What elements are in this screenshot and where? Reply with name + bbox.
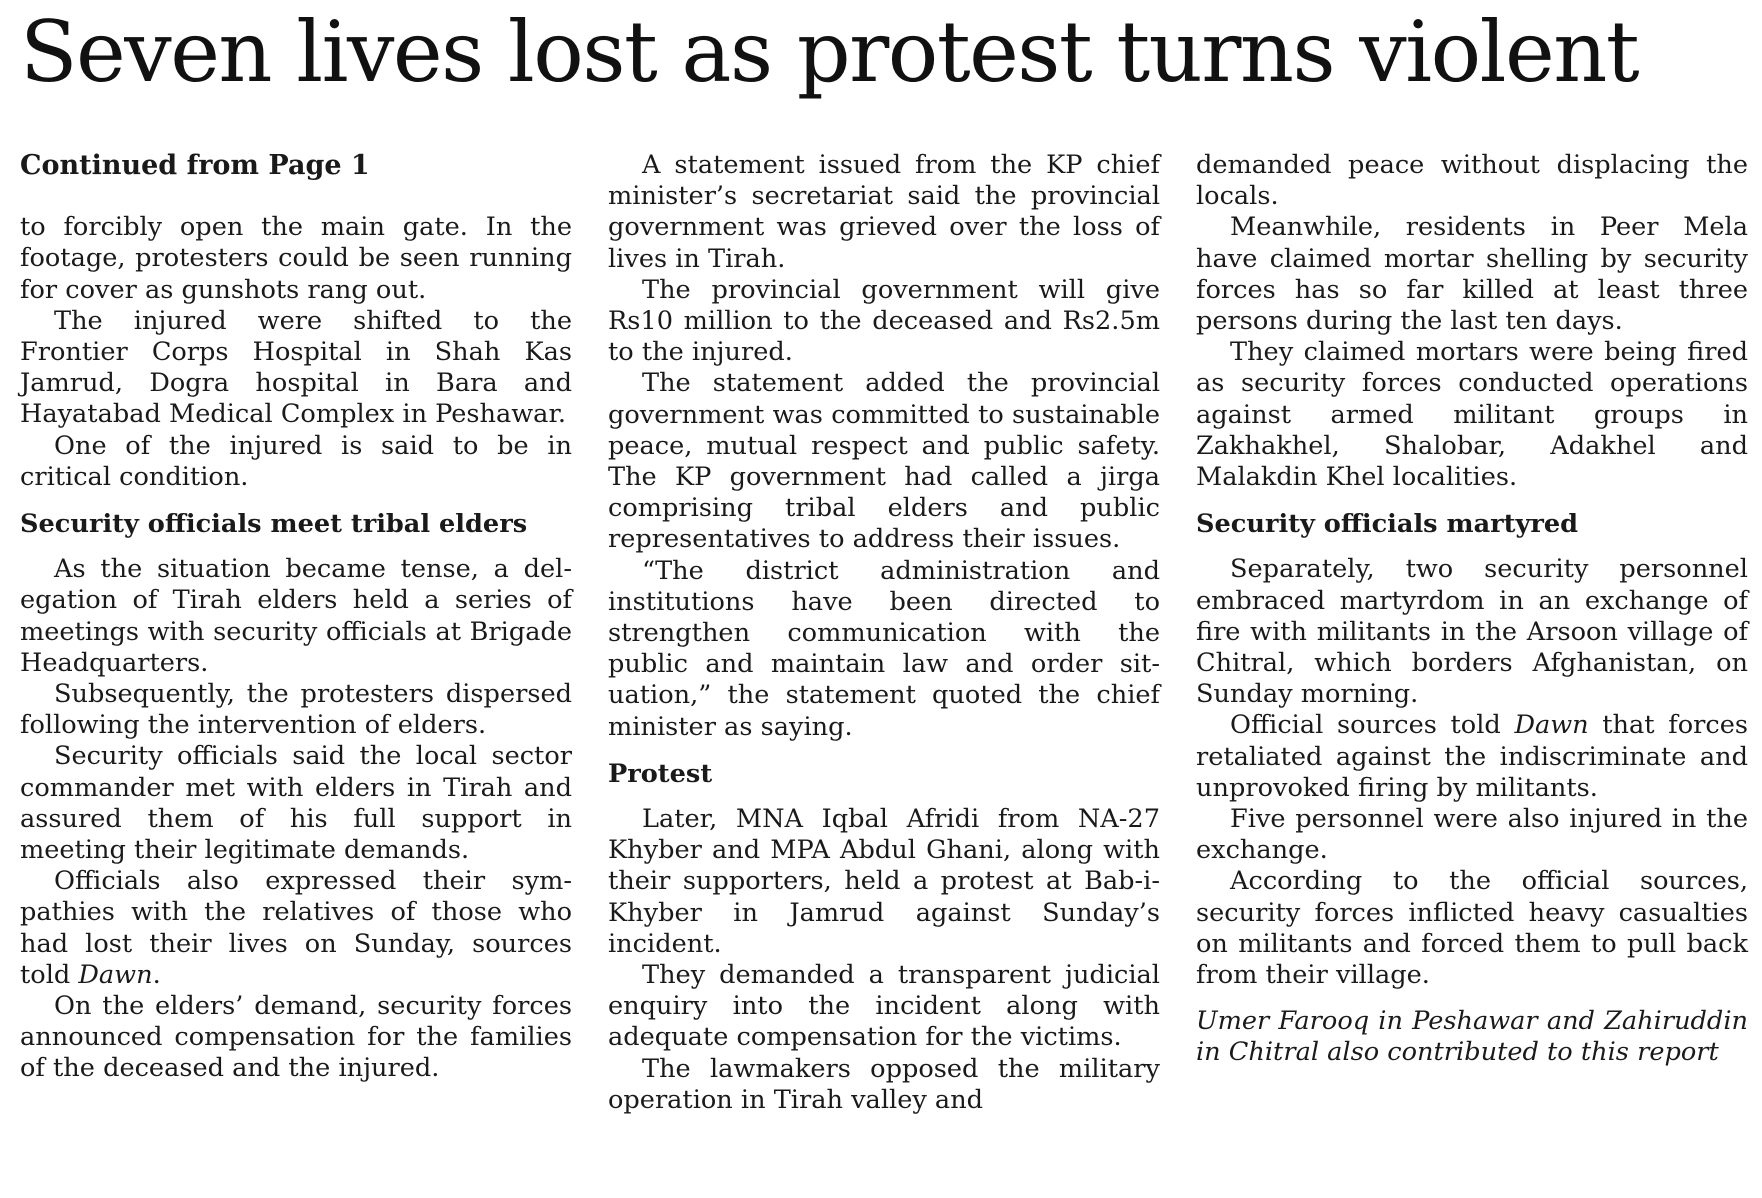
paragraph: They claimed mortars were being fired as security forces conducted operations against armed militant groups in Zakhakhel, Shalobar, Adakhel and Malakdin Khel localities. — [1196, 337, 1748, 493]
paragraph-text: . — [152, 959, 161, 990]
paragraph: Subsequently, the protesters dispersed following the intervention of elders. — [20, 679, 572, 741]
paragraph: As the situation became tense, a delegation of Tirah elders held a series of meetings with security officials at Brigade Headquarters. — [20, 554, 572, 678]
continued-from-label: Continued from Page 1 — [20, 150, 370, 181]
paragraph: Later, MNA Iqbal Afridi from NA-27 Khyber and MPA Abdul Ghani, along with their supporters, held a protest at Bab-i-Khyber in Jamrud against Sunday’s incident. — [608, 804, 1160, 959]
paragraph-text: that forces retaliated against the indiscriminate and unprovoked firing by militants. — [1196, 710, 1748, 803]
paragraph: One of the injured is said to be in critical condition. — [20, 430, 572, 492]
subheading-protest: Protest — [608, 758, 713, 789]
paragraph-text: Officials also expressed their sympathies with the relatives of those who had lost their lives on Sunday, sources told — [20, 866, 572, 990]
paragraph: On the elders’ demand, security forces announced compensation for the families of the deceased and the injured. — [20, 991, 572, 1084]
paragraph: Separately, two security personnel embraced martyrdom in an exchange of fire with militants in the Arsoon village of Chitral, which borders Afghanistan, on Sunday morning. — [1196, 554, 1748, 710]
subheading-officials-martyred: Security officials martyred — [1196, 509, 1579, 540]
newspaper-name: Dawn — [78, 959, 153, 990]
paragraph: The provincial government will give Rs10 million to the deceased and Rs2.5m to the injured. — [608, 274, 1160, 368]
paragraph-text: Official sources told — [1230, 710, 1515, 741]
paragraph: According to the official sources, security forces inflicted heavy casualties on militants and forced them to pull back from their village. — [1196, 866, 1748, 991]
paragraph: They demanded a transparent judicial enquiry into the incident along with adequate compensation for the victims. — [608, 960, 1160, 1053]
paragraph: to forcibly open the main gate. In the footage, protesters could be seen running for cover as gunshots rang out. — [20, 212, 572, 305]
paragraph: The lawmakers opposed the military operation in Tirah valley and — [608, 1053, 1160, 1115]
newspaper-name: Dawn — [1514, 710, 1589, 741]
subheading-tribal-elders: Security officials meet tribal elders — [20, 509, 528, 540]
article-column-1 — [20, 150, 572, 1085]
paragraph: demanded peace without displacing the locals. — [1196, 150, 1748, 212]
article-column-2 — [608, 150, 1160, 1116]
byline-credit: Umer Farooq in Peshawar and Zahiruddin in Chitral also contributed to this report — [1196, 1006, 1748, 1068]
paragraph: Meanwhile, residents in Peer Mela have claimed mortar shelling by security forces has so far killed at least three persons during the last ten days. — [1196, 212, 1748, 337]
article-column-3 — [1196, 150, 1748, 1069]
paragraph: The injured were shifted to the Frontier Corps Hospital in Shah Kas Jamrud, Dogra hospital in Bara and Hayatabad Medical Complex in Peshawar. — [20, 305, 572, 430]
paragraph: Security officials said the local sector commander met with elders in Tirah and assured them of his full support in meeting their legitimate demands. — [20, 741, 572, 866]
paragraph — [20, 866, 572, 991]
paragraph — [1196, 710, 1748, 804]
paragraph: Five personnel were also injured in the exchange. — [1196, 804, 1748, 866]
paragraph: The statement added the provincial government was committed to sustainable peace, mutual respect and public safety. The KP government had called a jirga comprising tribal elders and public representatives to address their issues. — [608, 368, 1160, 555]
paragraph: A statement issued from the KP chief minister’s secretariat said the provincial government was grieved over the loss of lives in Tirah. — [608, 150, 1160, 274]
paragraph: “The district administration and institutions have been directed to strengthen communication with the public and maintain law and order situation,” the statement quoted the chief minister as saying. — [608, 555, 1160, 742]
headline: Seven lives lost as protest turns violent — [20, 3, 1639, 101]
